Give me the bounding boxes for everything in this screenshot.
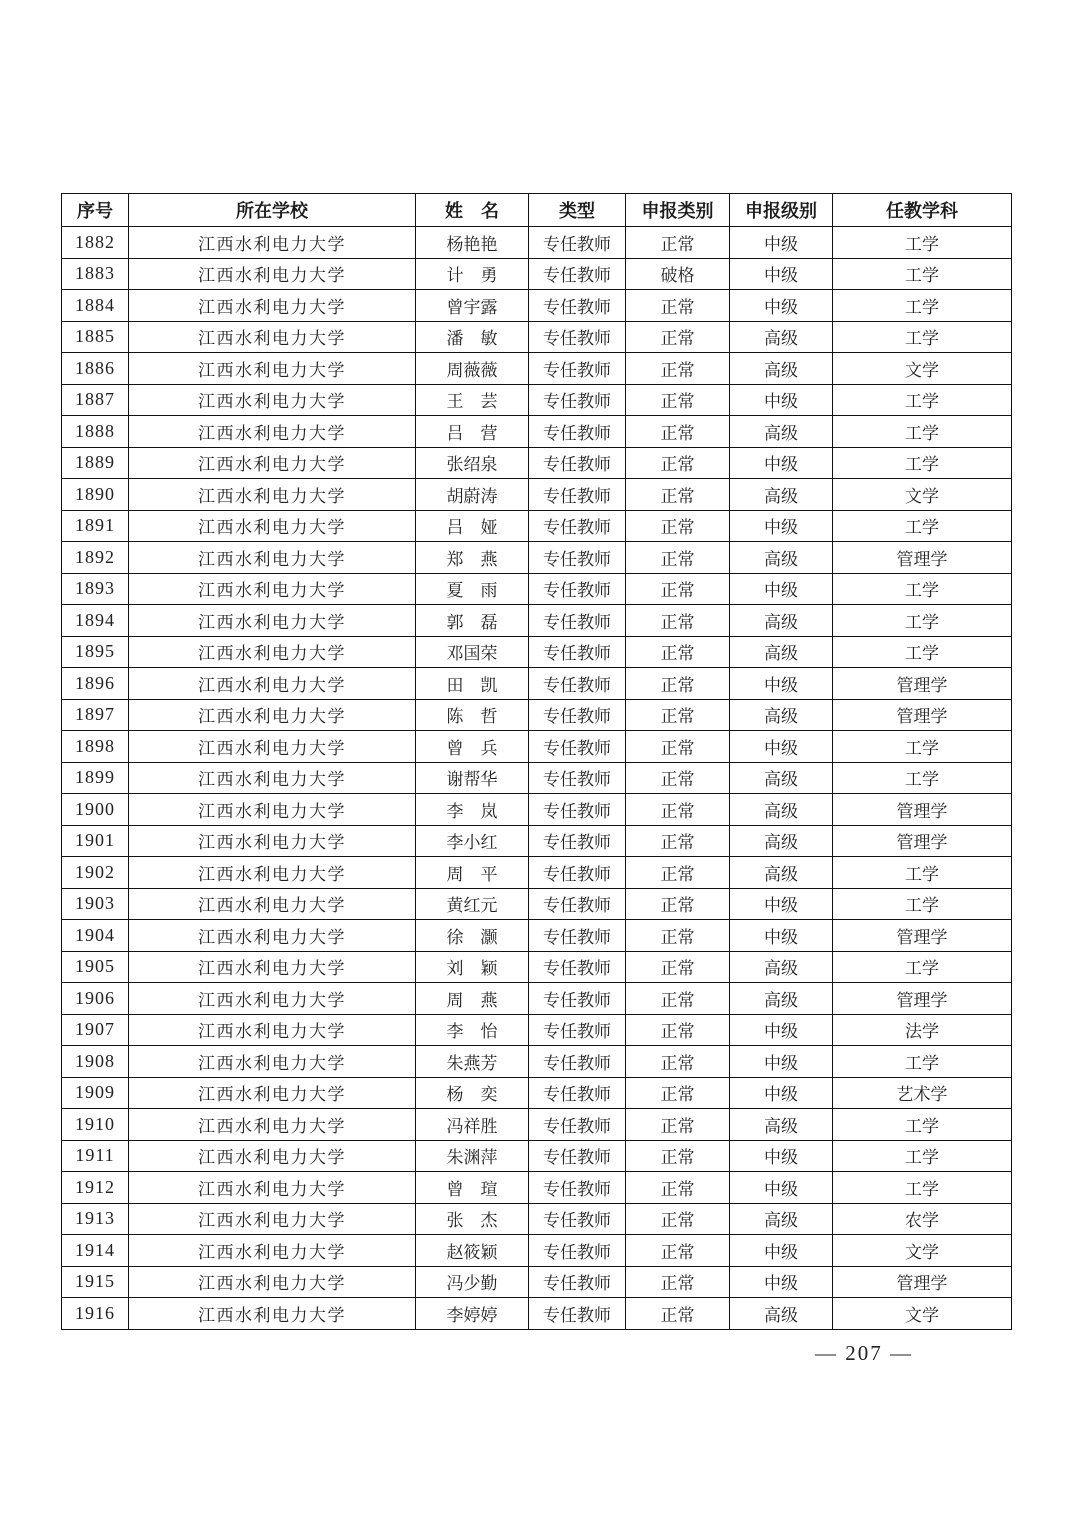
- table-header-row: [62, 194, 1012, 227]
- table-cell: 专任教师: [529, 321, 626, 353]
- table-cell: 专任教师: [529, 920, 626, 952]
- table-cell: 专任教师: [529, 542, 626, 574]
- table-cell: 高级: [730, 479, 833, 511]
- table-cell: 1889: [62, 447, 129, 479]
- table-cell: 高级: [730, 1298, 833, 1330]
- table-cell: 王 芸: [416, 384, 529, 416]
- table-cell: 工学: [833, 888, 1012, 920]
- table-cell: 江西水利电力大学: [129, 794, 416, 826]
- table-row: [62, 920, 1012, 952]
- table-cell: 1913: [62, 1203, 129, 1235]
- table-cell: 工学: [833, 227, 1012, 259]
- table-cell: 江西水利电力大学: [129, 353, 416, 385]
- table-cell: 专任教师: [529, 510, 626, 542]
- table-cell: 文学: [833, 1298, 1012, 1330]
- table-row: [62, 416, 1012, 448]
- table-row: [62, 762, 1012, 794]
- table-cell: 谢帮华: [416, 762, 529, 794]
- table-cell: 工学: [833, 951, 1012, 983]
- table-cell: 1896: [62, 668, 129, 700]
- table-cell: 徐 灏: [416, 920, 529, 952]
- table-cell: 正常: [626, 636, 730, 668]
- table-cell: 正常: [626, 857, 730, 889]
- table-cell: 专任教师: [529, 668, 626, 700]
- table-cell: 中级: [730, 1014, 833, 1046]
- table-cell: 工学: [833, 290, 1012, 322]
- table-cell: 正常: [626, 951, 730, 983]
- table-body: [62, 227, 1012, 1330]
- table-row: [62, 258, 1012, 290]
- table-cell: 中级: [730, 258, 833, 290]
- table-cell: 江西水利电力大学: [129, 920, 416, 952]
- table-cell: 1901: [62, 825, 129, 857]
- column-header-4: 申报类别: [626, 194, 730, 227]
- table-cell: 陈 哲: [416, 699, 529, 731]
- table-cell: 吕 娅: [416, 510, 529, 542]
- table-row: [62, 794, 1012, 826]
- table-cell: 李婷婷: [416, 1298, 529, 1330]
- table-cell: 高级: [730, 416, 833, 448]
- table-cell: 正常: [626, 321, 730, 353]
- table-cell: 刘 颖: [416, 951, 529, 983]
- table-cell: 中级: [730, 888, 833, 920]
- table-cell: 正常: [626, 1266, 730, 1298]
- table-cell: 中级: [730, 1046, 833, 1078]
- table-cell: 1897: [62, 699, 129, 731]
- table-cell: 江西水利电力大学: [129, 983, 416, 1015]
- table-cell: 高级: [730, 605, 833, 637]
- table-cell: 管理学: [833, 983, 1012, 1015]
- table-row: [62, 510, 1012, 542]
- table-cell: 专任教师: [529, 762, 626, 794]
- table-cell: 1891: [62, 510, 129, 542]
- table-cell: 1890: [62, 479, 129, 511]
- column-header-2: 姓 名: [416, 194, 529, 227]
- table-cell: 专任教师: [529, 888, 626, 920]
- table-cell: 江西水利电力大学: [129, 1014, 416, 1046]
- column-header-6: 任教学科: [833, 194, 1012, 227]
- table-cell: 正常: [626, 227, 730, 259]
- table-cell: 高级: [730, 1203, 833, 1235]
- table-cell: 正常: [626, 479, 730, 511]
- table-cell: 文学: [833, 1235, 1012, 1267]
- table-cell: 专任教师: [529, 857, 626, 889]
- column-header-0: 序号: [62, 194, 129, 227]
- table-cell: 工学: [833, 447, 1012, 479]
- table-cell: 中级: [730, 920, 833, 952]
- table-cell: 江西水利电力大学: [129, 1046, 416, 1078]
- table-cell: 高级: [730, 699, 833, 731]
- table-cell: 工学: [833, 605, 1012, 637]
- table-row: [62, 384, 1012, 416]
- table-cell: 专任教师: [529, 1298, 626, 1330]
- table-row: [62, 1077, 1012, 1109]
- table-cell: 专任教师: [529, 731, 626, 763]
- table-cell: 江西水利电力大学: [129, 1203, 416, 1235]
- table-cell: 江西水利电力大学: [129, 321, 416, 353]
- table-cell: 专任教师: [529, 825, 626, 857]
- table-row: [62, 290, 1012, 322]
- table-cell: 正常: [626, 542, 730, 574]
- table-cell: 正常: [626, 983, 730, 1015]
- table-cell: 田 凯: [416, 668, 529, 700]
- table-cell: 1905: [62, 951, 129, 983]
- table-cell: 中级: [730, 384, 833, 416]
- table-cell: 工学: [833, 762, 1012, 794]
- table-cell: 高级: [730, 825, 833, 857]
- table-cell: 江西水利电力大学: [129, 1077, 416, 1109]
- table-row: [62, 1046, 1012, 1078]
- table-cell: 1883: [62, 258, 129, 290]
- table-cell: 高级: [730, 857, 833, 889]
- table-cell: 正常: [626, 825, 730, 857]
- table-cell: 文学: [833, 353, 1012, 385]
- table-row: [62, 857, 1012, 889]
- table-cell: 正常: [626, 447, 730, 479]
- table-cell: 正常: [626, 920, 730, 952]
- table-cell: 正常: [626, 510, 730, 542]
- table-cell: 江西水利电力大学: [129, 857, 416, 889]
- table-cell: 专任教师: [529, 353, 626, 385]
- table-row: [62, 1140, 1012, 1172]
- table-cell: 江西水利电力大学: [129, 636, 416, 668]
- table-cell: 高级: [730, 542, 833, 574]
- table-cell: 曾 瑄: [416, 1172, 529, 1204]
- table-cell: 周 燕: [416, 983, 529, 1015]
- table-row: [62, 353, 1012, 385]
- table-cell: 1886: [62, 353, 129, 385]
- table-cell: 正常: [626, 384, 730, 416]
- table-cell: 专任教师: [529, 290, 626, 322]
- table-cell: 1906: [62, 983, 129, 1015]
- table-cell: 冯少勤: [416, 1266, 529, 1298]
- table-cell: 专任教师: [529, 1266, 626, 1298]
- table-cell: 郑 燕: [416, 542, 529, 574]
- table-cell: 正常: [626, 1172, 730, 1204]
- table-cell: 黄红元: [416, 888, 529, 920]
- table-cell: 管理学: [833, 542, 1012, 574]
- table-cell: 中级: [730, 1172, 833, 1204]
- table-cell: 正常: [626, 290, 730, 322]
- table-cell: 江西水利电力大学: [129, 1298, 416, 1330]
- table-row: [62, 636, 1012, 668]
- table-cell: 工学: [833, 416, 1012, 448]
- table-cell: 江西水利电力大学: [129, 479, 416, 511]
- table-cell: 1912: [62, 1172, 129, 1204]
- table-cell: 1885: [62, 321, 129, 353]
- table-cell: 冯祥胜: [416, 1109, 529, 1141]
- table-cell: 李小红: [416, 825, 529, 857]
- table-cell: 江西水利电力大学: [129, 258, 416, 290]
- table-cell: 1914: [62, 1235, 129, 1267]
- table-cell: 工学: [833, 573, 1012, 605]
- table-cell: 1907: [62, 1014, 129, 1046]
- table-cell: 高级: [730, 794, 833, 826]
- table-cell: 江西水利电力大学: [129, 384, 416, 416]
- table-cell: 曾 兵: [416, 731, 529, 763]
- table-cell: 江西水利电力大学: [129, 416, 416, 448]
- table-cell: 专任教师: [529, 479, 626, 511]
- table-cell: 江西水利电力大学: [129, 1235, 416, 1267]
- table-cell: 1892: [62, 542, 129, 574]
- table-cell: 管理学: [833, 699, 1012, 731]
- table-cell: 1899: [62, 762, 129, 794]
- table-cell: 中级: [730, 1266, 833, 1298]
- table-cell: 1916: [62, 1298, 129, 1330]
- table-cell: 江西水利电力大学: [129, 951, 416, 983]
- table-row: [62, 1266, 1012, 1298]
- table-cell: 正常: [626, 416, 730, 448]
- table-cell: 计 勇: [416, 258, 529, 290]
- table-cell: 1911: [62, 1140, 129, 1172]
- table-cell: 专任教师: [529, 573, 626, 605]
- table-cell: 工学: [833, 1140, 1012, 1172]
- table-cell: 专任教师: [529, 636, 626, 668]
- table-cell: 曾宇露: [416, 290, 529, 322]
- table-cell: 江西水利电力大学: [129, 510, 416, 542]
- table-row: [62, 321, 1012, 353]
- table-cell: 江西水利电力大学: [129, 542, 416, 574]
- table-cell: 专任教师: [529, 699, 626, 731]
- table-cell: 江西水利电力大学: [129, 290, 416, 322]
- table-cell: 郭 磊: [416, 605, 529, 637]
- table-cell: 1882: [62, 227, 129, 259]
- table-cell: 正常: [626, 1203, 730, 1235]
- table-cell: 管理学: [833, 668, 1012, 700]
- table-cell: 朱渊萍: [416, 1140, 529, 1172]
- table-cell: 正常: [626, 1077, 730, 1109]
- table-row: [62, 1172, 1012, 1204]
- table-cell: 中级: [730, 1235, 833, 1267]
- table-cell: 专任教师: [529, 416, 626, 448]
- table-row: [62, 1014, 1012, 1046]
- table-cell: 工学: [833, 1109, 1012, 1141]
- table-cell: 1887: [62, 384, 129, 416]
- table-cell: 潘 敏: [416, 321, 529, 353]
- table-cell: 朱燕芳: [416, 1046, 529, 1078]
- table-cell: 江西水利电力大学: [129, 1172, 416, 1204]
- table-cell: 1903: [62, 888, 129, 920]
- column-header-3: 类型: [529, 194, 626, 227]
- table-cell: 艺术学: [833, 1077, 1012, 1109]
- table-row: [62, 573, 1012, 605]
- table-cell: 工学: [833, 258, 1012, 290]
- table-row: [62, 1235, 1012, 1267]
- table-cell: 正常: [626, 1014, 730, 1046]
- table-cell: 高级: [730, 1109, 833, 1141]
- table-cell: 专任教师: [529, 605, 626, 637]
- table-cell: 中级: [730, 447, 833, 479]
- table-cell: 工学: [833, 384, 1012, 416]
- table-row: [62, 951, 1012, 983]
- teacher-roster-table: [61, 193, 1012, 1330]
- table-cell: 江西水利电力大学: [129, 668, 416, 700]
- table-cell: 专任教师: [529, 1172, 626, 1204]
- table-cell: 专任教师: [529, 1235, 626, 1267]
- table-cell: 高级: [730, 321, 833, 353]
- column-header-5: 申报级别: [730, 194, 833, 227]
- table-cell: 正常: [626, 888, 730, 920]
- table-cell: 高级: [730, 762, 833, 794]
- table-cell: 江西水利电力大学: [129, 825, 416, 857]
- table-cell: 专任教师: [529, 227, 626, 259]
- table-cell: 管理学: [833, 825, 1012, 857]
- table-cell: 正常: [626, 1235, 730, 1267]
- table-cell: 正常: [626, 668, 730, 700]
- table-cell: 管理学: [833, 1266, 1012, 1298]
- table-cell: 专任教师: [529, 1109, 626, 1141]
- table-cell: 中级: [730, 290, 833, 322]
- table-cell: 中级: [730, 1077, 833, 1109]
- table-cell: 中级: [730, 668, 833, 700]
- table-cell: 工学: [833, 510, 1012, 542]
- table-row: [62, 888, 1012, 920]
- table-cell: 工学: [833, 1172, 1012, 1204]
- table-cell: 1910: [62, 1109, 129, 1141]
- table-cell: 专任教师: [529, 1140, 626, 1172]
- table-row: [62, 542, 1012, 574]
- table-cell: 1908: [62, 1046, 129, 1078]
- table-row: [62, 668, 1012, 700]
- table-cell: 杨 奕: [416, 1077, 529, 1109]
- table-cell: 1884: [62, 290, 129, 322]
- table-row: [62, 1203, 1012, 1235]
- table-row: [62, 605, 1012, 637]
- table-cell: 李 岚: [416, 794, 529, 826]
- table-row: [62, 227, 1012, 259]
- table-cell: 正常: [626, 1046, 730, 1078]
- table-cell: 江西水利电力大学: [129, 762, 416, 794]
- table-cell: 张绍泉: [416, 447, 529, 479]
- table-cell: 破格: [626, 258, 730, 290]
- table-cell: 1888: [62, 416, 129, 448]
- table-cell: 文学: [833, 479, 1012, 511]
- table-cell: 工学: [833, 321, 1012, 353]
- table-cell: 1895: [62, 636, 129, 668]
- column-header-1: 所在学校: [129, 194, 416, 227]
- table-cell: 江西水利电力大学: [129, 573, 416, 605]
- table-cell: 专任教师: [529, 794, 626, 826]
- table-cell: 专任教师: [529, 258, 626, 290]
- table-cell: 正常: [626, 573, 730, 605]
- table-cell: 管理学: [833, 920, 1012, 952]
- table-cell: 专任教师: [529, 951, 626, 983]
- table-cell: 江西水利电力大学: [129, 699, 416, 731]
- page-number: — 207 —: [815, 1341, 913, 1365]
- table-cell: 1904: [62, 920, 129, 952]
- table-cell: 法学: [833, 1014, 1012, 1046]
- table-cell: 1900: [62, 794, 129, 826]
- table-cell: 中级: [730, 1140, 833, 1172]
- table-cell: 专任教师: [529, 384, 626, 416]
- table-cell: 杨艳艳: [416, 227, 529, 259]
- table-cell: 高级: [730, 353, 833, 385]
- table-row: [62, 1298, 1012, 1330]
- table-row: [62, 479, 1012, 511]
- table-cell: 江西水利电力大学: [129, 731, 416, 763]
- table-cell: 江西水利电力大学: [129, 227, 416, 259]
- table-cell: 周 平: [416, 857, 529, 889]
- table-cell: 农学: [833, 1203, 1012, 1235]
- table-cell: 正常: [626, 794, 730, 826]
- table-cell: 正常: [626, 605, 730, 637]
- table-row: [62, 983, 1012, 1015]
- table-cell: 邓国荣: [416, 636, 529, 668]
- table-cell: 江西水利电力大学: [129, 888, 416, 920]
- table-cell: 工学: [833, 636, 1012, 668]
- table-cell: 专任教师: [529, 1203, 626, 1235]
- table-cell: 江西水利电力大学: [129, 1140, 416, 1172]
- table-cell: 1898: [62, 731, 129, 763]
- table-cell: 1893: [62, 573, 129, 605]
- table-cell: 管理学: [833, 794, 1012, 826]
- table-cell: 正常: [626, 353, 730, 385]
- table-row: [62, 699, 1012, 731]
- table-cell: 江西水利电力大学: [129, 1109, 416, 1141]
- table-cell: 江西水利电力大学: [129, 605, 416, 637]
- table-cell: 正常: [626, 762, 730, 794]
- table-cell: 工学: [833, 1046, 1012, 1078]
- table-cell: 专任教师: [529, 1077, 626, 1109]
- table-cell: 中级: [730, 573, 833, 605]
- table-cell: 中级: [730, 510, 833, 542]
- table-cell: 高级: [730, 636, 833, 668]
- table-row: [62, 825, 1012, 857]
- table-cell: 1909: [62, 1077, 129, 1109]
- table-cell: 正常: [626, 731, 730, 763]
- table-cell: 胡蔚涛: [416, 479, 529, 511]
- table-cell: 中级: [730, 227, 833, 259]
- table-cell: 工学: [833, 731, 1012, 763]
- table-cell: 专任教师: [529, 983, 626, 1015]
- table-cell: 1894: [62, 605, 129, 637]
- table-cell: 1902: [62, 857, 129, 889]
- table-cell: 专任教师: [529, 447, 626, 479]
- table-cell: 李 怡: [416, 1014, 529, 1046]
- table-row: [62, 447, 1012, 479]
- table-cell: 江西水利电力大学: [129, 1266, 416, 1298]
- table-cell: 中级: [730, 731, 833, 763]
- table-cell: 张 杰: [416, 1203, 529, 1235]
- table-cell: 高级: [730, 951, 833, 983]
- table-row: [62, 731, 1012, 763]
- table-cell: 专任教师: [529, 1046, 626, 1078]
- table-cell: 1915: [62, 1266, 129, 1298]
- table-cell: 吕 营: [416, 416, 529, 448]
- table-row: [62, 1109, 1012, 1141]
- table-header: [62, 194, 1012, 227]
- table-cell: 高级: [730, 983, 833, 1015]
- table-cell: 正常: [626, 1109, 730, 1141]
- table-cell: 周薇薇: [416, 353, 529, 385]
- table-cell: 夏 雨: [416, 573, 529, 605]
- table-cell: 正常: [626, 1298, 730, 1330]
- table-cell: 工学: [833, 857, 1012, 889]
- table-cell: 专任教师: [529, 1014, 626, 1046]
- table-cell: 正常: [626, 699, 730, 731]
- table-cell: 正常: [626, 1140, 730, 1172]
- table-cell: 赵筱颖: [416, 1235, 529, 1267]
- table-cell: 江西水利电力大学: [129, 447, 416, 479]
